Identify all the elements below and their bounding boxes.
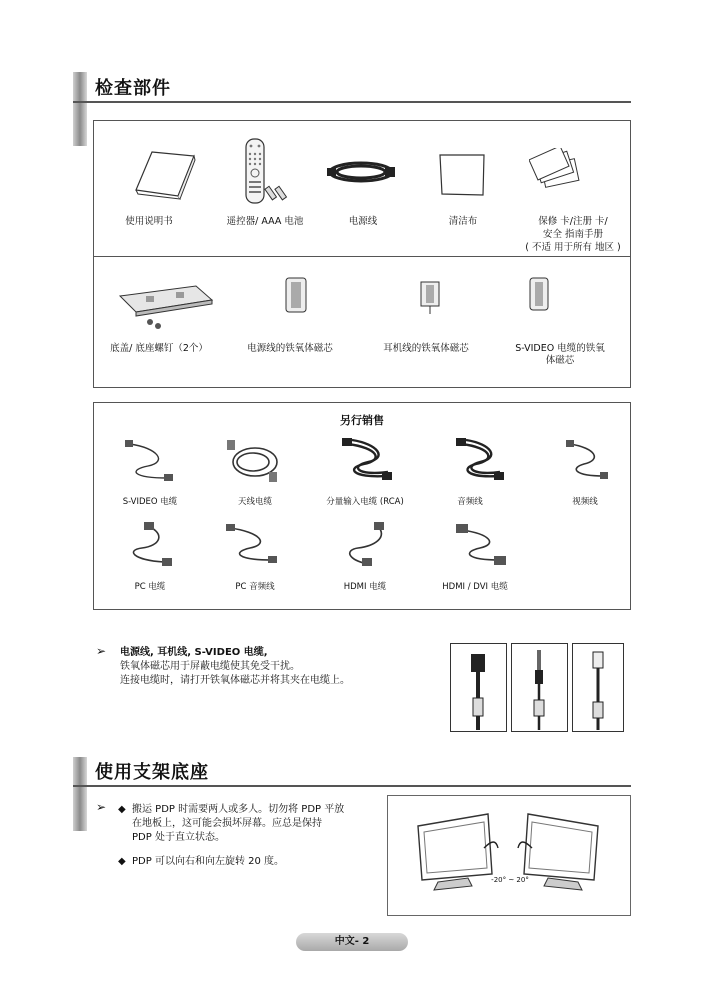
- section-rule: [73, 101, 631, 103]
- warranty-cards-icon: [529, 148, 581, 188]
- ferrite-photo-power: [450, 643, 507, 732]
- stand-bullet-1: ◆: [118, 804, 126, 815]
- swivel-illustration: [387, 795, 631, 916]
- label-ferrite-svideo-line1: S-VIDEO 电缆的铁氧: [515, 343, 605, 354]
- label-hdmi-cable: HDMI 电缆: [343, 582, 387, 592]
- manual-icon: [132, 150, 198, 200]
- label-video-cable: 视频线: [572, 497, 598, 507]
- stand-bullet-2: ◆: [118, 856, 126, 867]
- sold-separately-title: 另行销售: [340, 414, 384, 427]
- label-manual: 使用说明书: [125, 216, 173, 227]
- label-warranty-line3: ( 不适 用于所有 地区 ): [525, 242, 621, 253]
- label-remote: 遥控器/ AAA 电池: [226, 216, 304, 227]
- ferrite-core-earphone-icon: [418, 276, 442, 316]
- audio-cable-icon: [452, 436, 506, 484]
- ferrite-core-svideo-icon: [528, 276, 550, 312]
- label-audio-cable: 音频线: [457, 497, 483, 507]
- label-warranty-line1: 保修 卡/注册 卡/: [538, 216, 608, 227]
- video-cable-icon: [562, 438, 612, 482]
- page-number: 中文- 2: [296, 933, 408, 951]
- ferrite-photo-earphone: [511, 643, 568, 732]
- swivel-angle-label: -20° ~ 20°: [491, 876, 529, 884]
- section-title-stand: 使用支架底座: [95, 762, 209, 783]
- label-warranty-line2: 安全 指南手册: [542, 229, 604, 240]
- section-title-check-parts: 检查部件: [95, 78, 171, 99]
- svideo-cable-icon: [118, 438, 178, 482]
- ferrite-note-line3: 连接电缆时，请打开铁氧体磁芯并将其夹在电缆上。: [120, 675, 350, 686]
- label-ferrite-svideo-line2: 体磁芯: [545, 355, 575, 366]
- hdmi-dvi-cable-icon: [452, 522, 508, 566]
- stand-cover-icon: [116, 282, 216, 332]
- stand-item2: PDP 可以向右和向左旋转 20 度。: [132, 856, 285, 867]
- pc-cable-icon: [120, 520, 176, 568]
- label-svideo-cable: S-VIDEO 电缆: [122, 497, 178, 507]
- ferrite-photo-svideo: [572, 643, 624, 732]
- accessories-divider: [93, 256, 631, 257]
- label-component-cable: 分量输入电缆 (RCA): [326, 497, 404, 507]
- note-arrow: ➢: [96, 644, 107, 658]
- antenna-cable-icon: [223, 436, 281, 484]
- cleaning-cloth-icon: [437, 152, 487, 198]
- ferrite-note-line1: 电源线, 耳机线, S-VIDEO 电缆,: [120, 647, 268, 658]
- label-hdmi-dvi-cable: HDMI / DVI 电缆: [442, 582, 508, 592]
- power-cord-icon: [325, 157, 397, 187]
- label-cleaning-cloth: 清洁布: [448, 216, 478, 227]
- section-bar: [73, 757, 87, 831]
- ferrite-note-line2: 铁氧体磁芯用于屏蔽电缆使其免受干扰。: [120, 661, 300, 672]
- stand-item1-line2: 在地板上，这可能会损坏屏幕。应总是保持: [132, 818, 322, 829]
- section-rule: [73, 785, 631, 787]
- pc-audio-cable-icon: [222, 522, 280, 566]
- hdmi-cable-icon: [338, 520, 394, 568]
- label-ferrite-power: 电源线的铁氧体磁芯: [247, 343, 333, 354]
- ferrite-core-power-icon: [284, 276, 308, 314]
- section-bar: [73, 72, 87, 146]
- label-pc-audio-cable: PC 音频线: [235, 582, 275, 592]
- label-stand-cover: 底盖/ 底座螺钉（2个）: [110, 343, 208, 354]
- stand-item1-line3: PDP 处于直立状态。: [132, 832, 225, 843]
- component-cable-icon: [338, 436, 394, 484]
- remote-control-icon: [238, 137, 294, 205]
- label-power-cord: 电源线: [348, 216, 378, 227]
- label-pc-cable: PC 电缆: [134, 582, 166, 592]
- stand-note-arrow: ➢: [96, 800, 107, 814]
- stand-item1-line1: 搬运 PDP 时需要两人或多人。切勿将 PDP 平放: [132, 804, 345, 815]
- label-antenna-cable: 天线电缆: [237, 497, 272, 507]
- label-ferrite-earphone: 耳机线的铁氧体磁芯: [383, 343, 469, 354]
